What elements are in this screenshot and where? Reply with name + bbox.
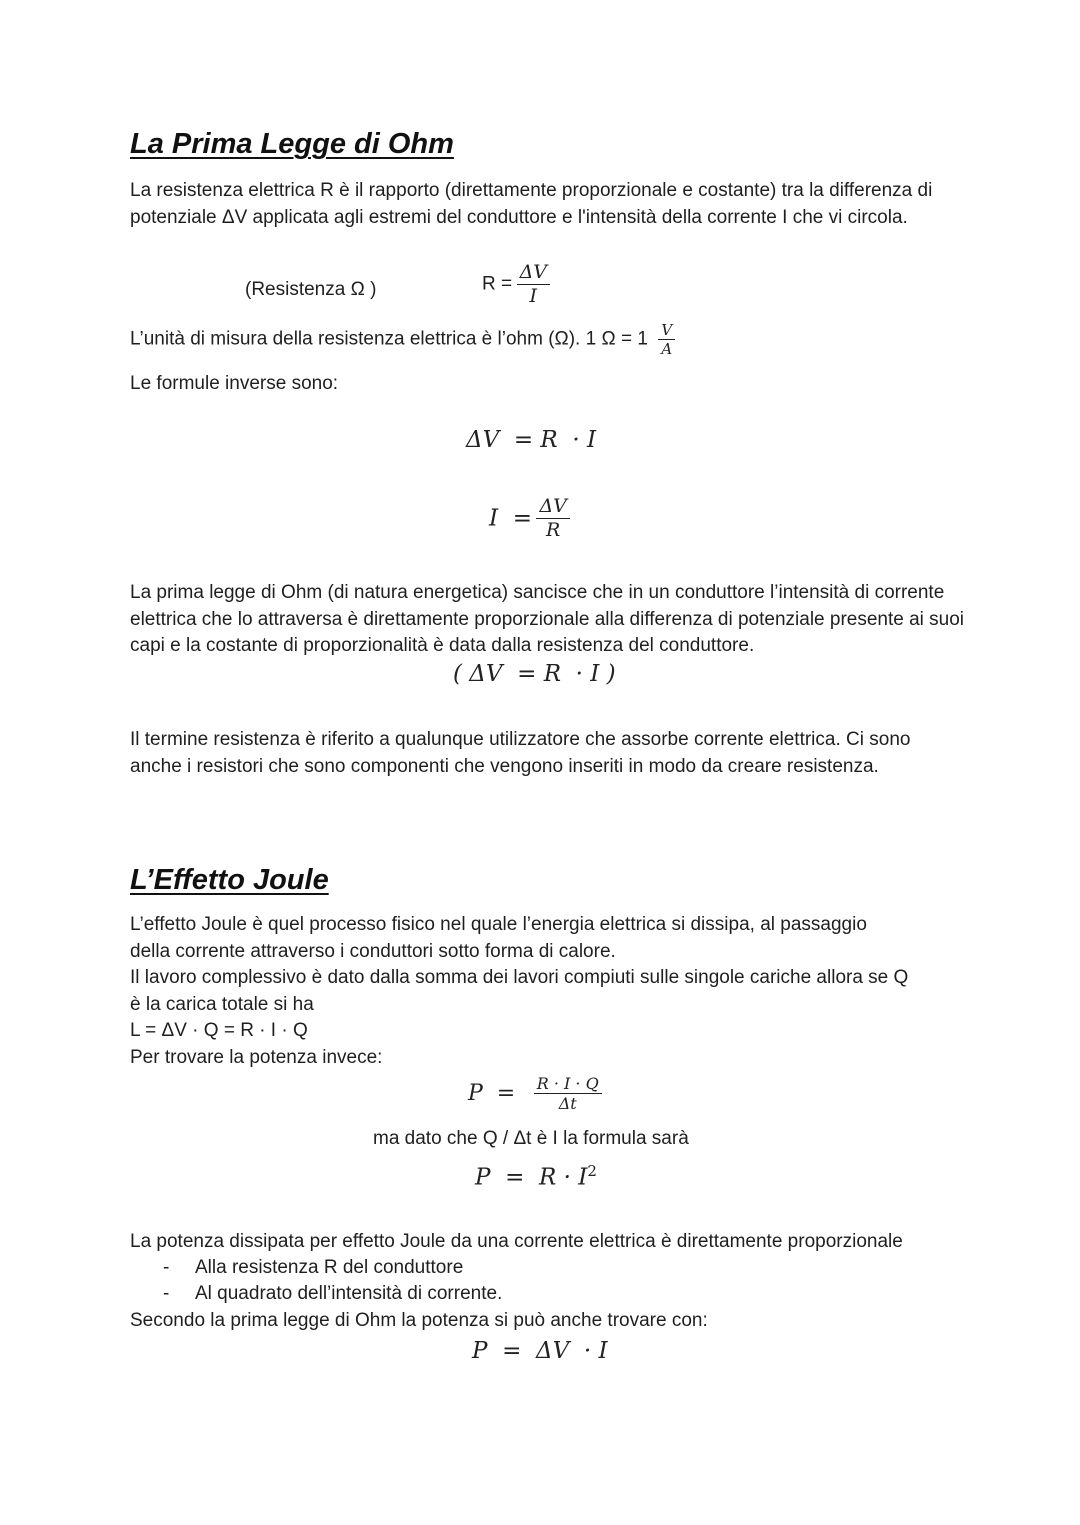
inverse-formula-voltage: ΔV = R · I bbox=[466, 427, 597, 453]
power-formula-lhs: P = bbox=[468, 1081, 516, 1107]
inverse-formula-current-lhs: I = bbox=[489, 505, 532, 532]
ohm-law-formula: ( ΔV = R · I ) bbox=[453, 661, 616, 687]
list-item bbox=[163, 1283, 502, 1305]
inverse-formula-current-numerator: ΔV bbox=[536, 495, 569, 519]
section-title-ohm: La Prima Legge di Ohm bbox=[130, 128, 454, 160]
formula-resistance bbox=[482, 261, 550, 308]
bullet-text: Alla resistenza R del conduttore bbox=[195, 1257, 464, 1278]
inverse-formula-current-denominator: R bbox=[546, 518, 561, 541]
formula-resistance-fraction bbox=[517, 261, 550, 308]
given-text: ma dato che Q / Δt è I la formula sarà bbox=[373, 1128, 689, 1149]
list-item bbox=[163, 1257, 463, 1279]
power-formula-2-base: P = R · I bbox=[475, 1164, 588, 1191]
ohm-law-paragraph: La prima legge di Ohm (di natura energetica) sancisce che in un conduttore l’intensità di corrente elettrica che lo attraversa è direttamente proporzionale alla differenza di potenziale presente ai suoi capi e la costante di proporzionalità è data dalla resistenza del conduttore. bbox=[130, 582, 965, 656]
bullet-marker: - bbox=[163, 1283, 170, 1304]
unit-text: L’unità di misura della resistenza elettrica è l’ohm (Ω). 1 Ω = 1 bbox=[130, 328, 648, 350]
work-formula: L = ΔV · Q = R · I · Q bbox=[130, 1020, 308, 1041]
power-intro: Per trovare la potenza invece: bbox=[130, 1047, 383, 1068]
power-formula-3: P = ΔV · I bbox=[472, 1338, 608, 1364]
ohm-intro-paragraph: La resistenza elettrica R è il rapporto (direttamente proporzionale e costante) tra la differenza di potenziale ΔV applicata agli estremi del conduttore e l'intensità della corrente I che vi circola. bbox=[130, 180, 933, 228]
bullet-marker: - bbox=[163, 1257, 170, 1278]
power-formula-2 bbox=[475, 1162, 597, 1191]
inverse-formulas-label: Le formule inverse sono: bbox=[130, 373, 339, 394]
joule-paragraph-line3: Il lavoro complessivo è dato dalla somma dei lavori compiuti sulle singole cariche allora se Q bbox=[130, 967, 909, 988]
power-formula-2-exponent: 2 bbox=[587, 1162, 597, 1180]
bullet-text: Al quadrato dell’intensità di corrente. bbox=[195, 1283, 503, 1304]
section-title-joule: L’Effetto Joule bbox=[130, 864, 329, 896]
inverse-formula-current bbox=[489, 495, 570, 542]
unit-fraction-numerator: V bbox=[658, 321, 675, 340]
power-formula-fraction bbox=[534, 1074, 602, 1113]
resistor-paragraph: Il termine resistenza è riferito a qualunque utilizzatore che assorbe corrente elettrica. Ci sono anche i resistori che sono componenti che vengono inseriti in modo da creare resistenza. bbox=[130, 729, 911, 777]
inverse-formula-current-fraction bbox=[536, 495, 569, 542]
power-formula-numerator: R · I · Q bbox=[534, 1074, 602, 1094]
unit-line bbox=[130, 321, 675, 358]
formula-resistance-numerator: ΔV bbox=[517, 261, 550, 285]
unit-fraction-denominator: A bbox=[661, 340, 673, 358]
unit-fraction bbox=[658, 321, 675, 358]
second-law-text: Secondo la prima legge di Ohm la potenza si può anche trovare con: bbox=[130, 1310, 708, 1331]
power-formula bbox=[468, 1074, 602, 1113]
joule-paragraph-line1: L’effetto Joule è quel processo fisico nel quale l’energia elettrica si dissipa, al passaggio bbox=[130, 914, 867, 935]
formula-resistance-denominator: I bbox=[529, 284, 538, 307]
formula-resistance-lhs: R = bbox=[482, 273, 513, 295]
power-formula-denominator: Δt bbox=[558, 1094, 577, 1114]
resistance-label: (Resistenza Ω ) bbox=[245, 279, 377, 300]
joule-paragraph-line2: della corrente attraverso i conduttori sotto forma di calore. bbox=[130, 941, 616, 962]
joule-paragraph-line4: è la carica totale si ha bbox=[130, 994, 314, 1015]
dissipated-text: La potenza dissipata per effetto Joule da una corrente elettrica è direttamente proporzionale bbox=[130, 1231, 903, 1252]
